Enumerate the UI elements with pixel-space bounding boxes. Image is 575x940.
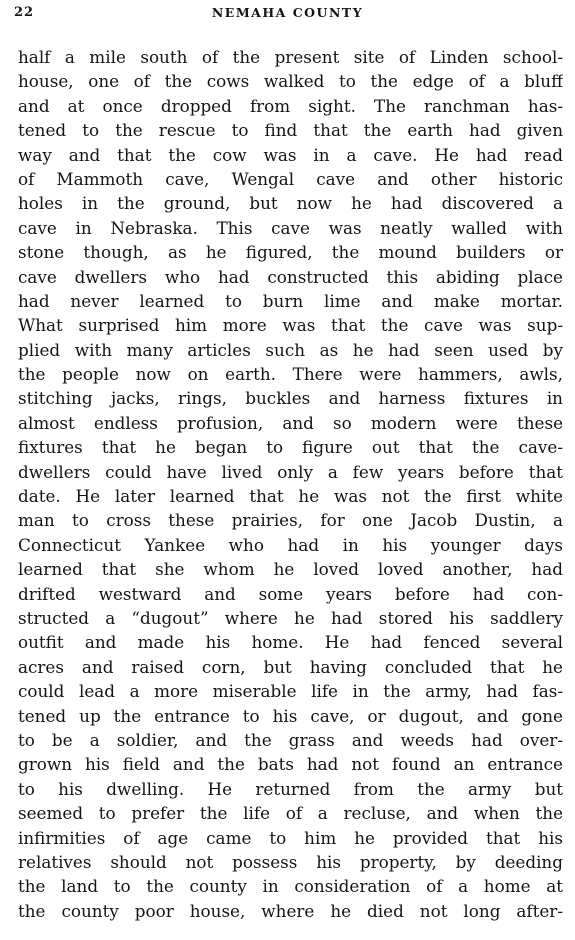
- text-line: cave in Nebraska. This cave was neatly walled with: [18, 217, 563, 238]
- body-paragraph: [18, 45, 563, 923]
- text-line: structed a “dugout” where he had stored his saddlery: [18, 607, 563, 628]
- text-line: Connecticut Yankee who had in his younger days: [18, 534, 563, 555]
- text-line: relatives should not possess his property, by deeding: [18, 851, 563, 872]
- text-line: of Mammoth cave, Wengal cave and other historic: [18, 168, 563, 189]
- text-line: half a mile south of the present site of Linden school-: [18, 47, 563, 67]
- text-line: holes in the ground, but now he had discovered a: [18, 193, 563, 214]
- text-line: seemed to prefer the life of a recluse, and when the: [18, 803, 563, 824]
- text-line: could lead a more miserable life in the army, had fas-: [18, 681, 563, 702]
- text-line: plied with many articles such as he had seen used by: [18, 339, 563, 360]
- text-line: stitching jacks, rings, buckles and harness fixtures in: [18, 388, 563, 409]
- text-line: to his dwelling. He returned from the army but: [18, 778, 563, 799]
- text-line: infirmities of age came to him he provided that his: [18, 827, 563, 848]
- text-line: date. He later learned that he was not the first white: [18, 486, 563, 507]
- text-line: stone though, as he figured, the mound builders or: [18, 242, 563, 263]
- text-line: way and that the cow was in a cave. He had read: [18, 144, 563, 165]
- text-line: outfit and made his home. He had fenced several: [18, 632, 563, 653]
- text-line: acres and raised corn, but having concluded that he: [18, 656, 563, 677]
- text-line: man to cross these prairies, for one Jacob Dustin, a: [18, 510, 563, 531]
- text-line: dwellers could have lived only a few years before that: [18, 461, 563, 482]
- text-line: the county poor house, where he died not long after-: [18, 900, 563, 921]
- text-line: had never learned to burn lime and make mortar.: [18, 290, 563, 311]
- page-number: 22: [14, 5, 35, 20]
- text-line: fixtures that he began to figure out that the cave-: [18, 437, 563, 458]
- text-line: tened to the rescue to find that the earth had given: [18, 120, 563, 141]
- text-line: cave dwellers who had constructed this abiding place: [18, 266, 563, 287]
- text-line: the people now on earth. There were hammers, awls,: [18, 364, 563, 385]
- text-line: to be a soldier, and the grass and weeds had over-: [18, 729, 563, 750]
- text-line: tened up the entrance to his cave, or dugout, and gone: [18, 705, 563, 726]
- text-line: drifted westward and some years before had con-: [18, 583, 563, 604]
- text-line: almost endless profusion, and so modern were these: [18, 412, 563, 433]
- text-line: the land to the county in consideration of a home at: [18, 876, 563, 897]
- text-line: house, one of the cows walked to the edge of a bluff: [18, 71, 563, 92]
- text-line: and at once dropped from sight. The ranchman has-: [18, 95, 563, 116]
- text-line: grown his field and the bats had not found an entrance: [18, 754, 563, 775]
- running-head-title: NEMAHA COUNTY: [211, 5, 364, 20]
- text-line: What surprised him more was that the cave was sup-: [18, 315, 563, 336]
- text-line: learned that she whom he loved loved another, had: [18, 559, 563, 580]
